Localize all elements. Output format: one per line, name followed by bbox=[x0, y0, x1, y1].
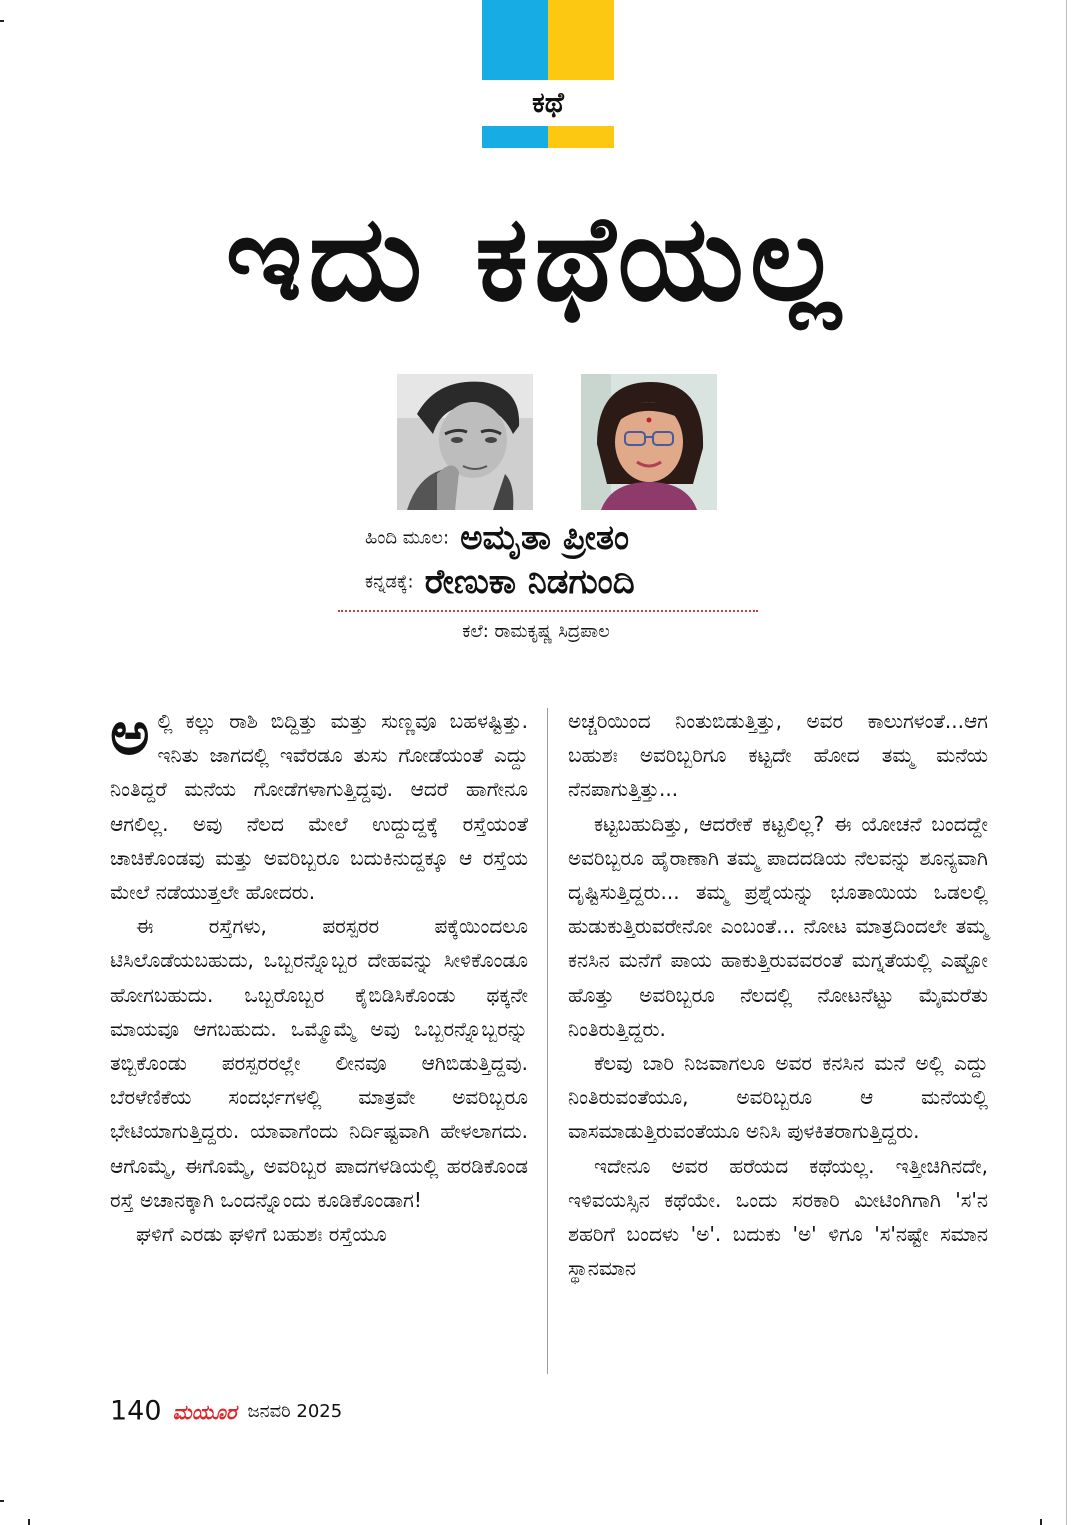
author-photo-original bbox=[397, 374, 533, 510]
color-block-yellow bbox=[548, 0, 614, 80]
crop-mark bbox=[1040, 1519, 1042, 1525]
magazine-logo: ಮಯೂರ bbox=[172, 1399, 237, 1424]
original-author-line bbox=[365, 518, 825, 558]
paragraph: ಕೆಲವು ಬಾರಿ ನಿಜವಾಗಲೂ ಅವರ ಕನಸಿನ ಮನೆ ಅಲ್ಲಿ ಎದ್ದು ನಿಂತಿರುವಂತೆಯೂ, ಅವರಿಬ್ಬರೂ ಆ ಮನೆಯಲ್ಲಿ ವಾಸಮಾಡುತ್ತಿರುವಂತೆಯೂ ಅನಿಸಿ ಪುಳಕಿತರಾಗುತ್ತಿದ್ದರು. bbox=[568, 1051, 988, 1144]
article-column-left bbox=[110, 699, 528, 1251]
color-strip-blue bbox=[482, 126, 548, 148]
translator-line bbox=[365, 562, 825, 602]
credit-divider bbox=[338, 610, 758, 612]
translator-label: ಕನ್ನಡಕ್ಕೆ: bbox=[365, 571, 414, 593]
crop-mark bbox=[0, 1500, 4, 1502]
color-strip-yellow bbox=[548, 126, 614, 148]
translator-name: ರೇಣುಕಾ ನಿಡಗುಂದಿ bbox=[424, 562, 635, 602]
issue-date: ಜನವರಿ 2025 bbox=[247, 1400, 343, 1422]
paragraph: ಇದೇನೂ ಅವರ ಹರೆಯದ ಕಥೆಯಲ್ಲ. ಇತ್ತೀಚಿಗಿನದೇ, ಇಳಿವಯಸ್ಸಿನ ಕಥೆಯೇ. ಒಂದು ಸರಕಾರಿ ಮೀಟಿಂಗಿಗಾಗಿ 'ಸ'ನ ಶಹರಿಗೆ ಬಂದಳು 'ಅ'. ಬದುಕು 'ಅ' ಳಿಗೂ 'ಸ'ನಷ್ಟೇ ಸಮಾನ ಸ್ಥಾನಮಾನ bbox=[568, 1153, 988, 1281]
paragraph: ಕಟ್ಟಬಹುದಿತ್ತು, ಆದರೇಕೆ ಕಟ್ಟಲಿಲ್ಲ? ಈ ಯೋಚನೆ ಬಂದದ್ದೇ ಅವರಿಬ್ಬರೂ ಹೈರಾಣಾಗಿ ತಮ್ಮ ಪಾದದಡಿಯ ನೆಲವನ್ನು ಶೂನ್ಯವಾಗಿ ದೃಷ್ಟಿಸುತ್ತಿದ್ದರು... ತಮ್ಮ ಪ್ರಶ್ನೆಯನ್ನು ಭೂತಾಯಿಯ ಒಡಲಲ್ಲಿ ಹುಡುಕುತ್ತಿರುವರೇನೋ ಎಂಬಂತೆ... ನೋಟ ಮಾತ್ರದಿಂದಲೇ ತಮ್ಮ ಕನಸಿನ ಮನೆಗೆ ಪಾಯ ಹಾಕುತ್ತಿರುವವರಂತೆ ಮಗ್ನತೆಯಲ್ಲಿ ಎಷ್ಟೋ ಹೊತ್ತು ಅವರಿಬ್ಬರೂ ನೆಲದಲ್ಲಿ ನೋಟನೆಟ್ಟು ಮೈಮರೆತು ನಿಂತಿರುತ್ತಿದ್ದರು. bbox=[568, 811, 988, 1041]
column-divider bbox=[547, 708, 548, 1374]
article-column-right bbox=[568, 704, 988, 1285]
paragraph: ಈ ರಸ್ತೆಗಳು, ಪರಸ್ಪರರ ಪಕ್ಕೆಯಿಂದಲೂ ಟಿಸಿಲೊಡೆಯಬಹುದು, ಒಬ್ಬರನ್ನೊಬ್ಬರ ದೇಹವನ್ನು ಸೀಳಿಕೊಂಡೂ ಹೋಗಬಹುದು. ಒಬ್ಬರೊಬ್ಬರ ಕೈಬಿಡಿಸಿಕೊಂಡು ಥಕ್ಕನೇ ಮಾಯವೂ ಆಗಬಹುದು. ಒಮ್ಮೊಮ್ಮೆ ಅವು ಒಬ್ಬರನ್ನೊಬ್ಬರನ್ನು ತಬ್ಬಿಕೊಂಡು ಪರಸ್ಪರರಲ್ಲೇ ಲೀನವೂ ಆಗಿಬಿಡುತ್ತಿದ್ದವು. ಬೆರಳೆಣಿಕೆಯ ಸಂದರ್ಭಗಳಲ್ಲಿ ಮಾತ್ರವೇ ಅವರಿಬ್ಬರೂ ಭೇಟಿಯಾಗುತ್ತಿದ್ದರು. ಯಾವಾಗೆಂದು ನಿರ್ದಿಷ್ಟವಾಗಿ ಹೇಳಲಾಗದು. ಆಗೊಮ್ಮೆ, ಈಗೊಮ್ಮೆ, ಅವರಿಬ್ಬರ ಪಾದಗಳಡಿಯಲ್ಲಿ ಹರಡಿಕೊಂಡ ರಸ್ತೆ ಅಚಾನಕ್ಕಾಗಿ ಒಂದನ್ನೊಂದು ಕೂಡಿಕೊಂಡಾಗ! bbox=[110, 914, 528, 1212]
paragraph: ಅಚ್ಚರಿಯಿಂದ ನಿಂತುಬಿಡುತ್ತಿತ್ತು, ಅವರ ಕಾಲುಗಳಂತೆ...ಆಗ ಬಹುಶಃ ಅವರಿಬ್ಬರಿಗೂ ಕಟ್ಟದೇ ಹೋದ ತಮ್ಮ ಮನೆಯ ನೆನಪಾಗುತ್ತಿತ್ತು... bbox=[568, 709, 988, 802]
crop-mark bbox=[28, 1519, 30, 1525]
crop-mark bbox=[0, 20, 4, 22]
paragraph bbox=[110, 699, 528, 909]
drop-cap: ಅ bbox=[110, 699, 150, 769]
paragraph-text: ಲ್ಲಿ ಕಲ್ಲು ರಾಶಿ ಬಿದ್ದಿತ್ತು ಮತ್ತು ಸುಣ್ಣವೂ ಬಹಳಷ್ಟಿತ್ತು. ಇನಿತು ಜಾಗದಲ್ಲಿ ಇವೆರಡೂ ತುಸು ಗೋಡೆಯಂತೆ ಎದ್ದು ನಿಂತಿದ್ದರೆ ಮನೆಯ ಗೋಡೆಗಳಾಗುತ್ತಿದ್ದವು. ಆದರೆ ಹಾಗೇನೂ ಆಗಲಿಲ್ಲ. ಅವು ನೆಲದ ಮೇಲೆ ಉದ್ದುದ್ದಕ್ಕೆ ರಸ್ತೆಯಂತೆ ಚಾಚಿಕೊಂಡವು ಮತ್ತು ಅವರಿಬ್ಬರೂ ಬದುಕಿನುದ್ದಕ್ಕೂ ಆ ರಸ್ತೆಯ ಮೇಲೆ ನಡೆಯುತ್ತಲೇ ಹೋದರು. bbox=[110, 709, 528, 905]
color-block-blue bbox=[482, 0, 548, 80]
section-badge bbox=[482, 0, 614, 150]
original-author-name: ಅಮೃತಾ ಪ್ರೀತಂ bbox=[460, 518, 630, 558]
page-footer bbox=[110, 1394, 342, 1429]
original-author-label: ಹಿಂದಿ ಮೂಲ: bbox=[365, 527, 450, 549]
page-number: 140 bbox=[110, 1395, 162, 1427]
paragraph: ಘಳಿಗೆ ಎರಡು ಘಳಿಗೆ ಬಹುಶಃ ರಸ್ತೆಯೂ bbox=[136, 1222, 387, 1247]
art-credit: ಕಲೆ: ರಾಮಕೃಷ್ಣ ಸಿದ್ರಪಾಲ bbox=[462, 621, 610, 642]
author-photo-translator bbox=[581, 374, 717, 510]
story-title: ಇದು ಕಥೆಯಲ್ಲ bbox=[225, 189, 847, 327]
section-label: ಕಥೆ bbox=[532, 86, 564, 119]
